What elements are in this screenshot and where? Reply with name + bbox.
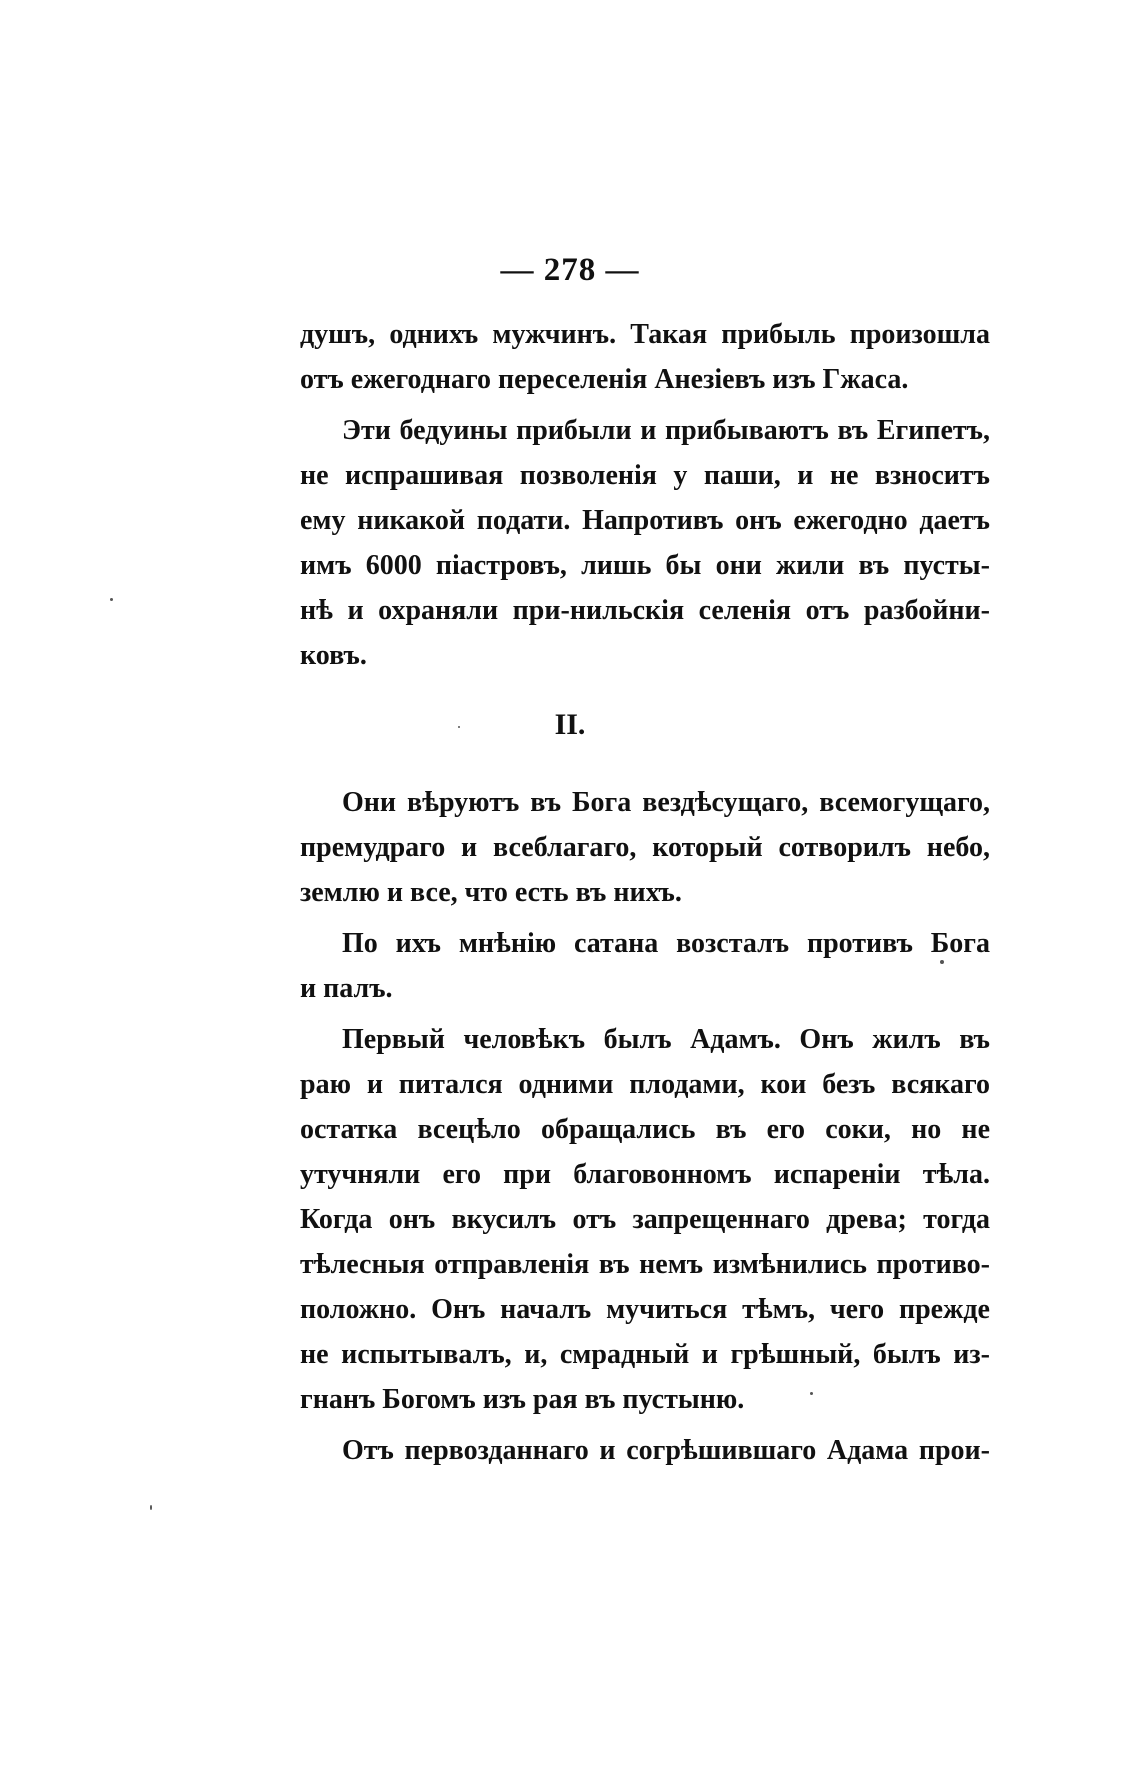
scan-speck bbox=[940, 960, 944, 964]
text-line: Когда онъ вкусилъ отъ запрещеннаго древа; тогда bbox=[300, 1204, 990, 1235]
text-line: отъ ежегоднаго переселенія Анезіевъ изъ Гжаса. bbox=[300, 364, 909, 395]
text-line: землю и все, что есть въ нихъ. bbox=[300, 877, 682, 908]
scan-speck bbox=[150, 1505, 152, 1510]
text-line: не испрашивая позволенія у паши, и не взноситъ bbox=[300, 460, 990, 491]
text-line: Эти бедуины прибыли и прибываютъ въ Египетъ, bbox=[342, 415, 990, 446]
text-line: Отъ первозданнаго и согрѣшившаго Адама прои- bbox=[342, 1435, 990, 1466]
text-line: Первый человѣкъ былъ Адамъ. Онъ жилъ въ bbox=[342, 1024, 990, 1055]
scan-speck bbox=[458, 726, 460, 728]
text-line: остатка всецѣло обращались въ его соки, но не bbox=[300, 1114, 990, 1145]
scan-speck bbox=[810, 1392, 813, 1395]
text-line: раю и питался одними плодами, кои безъ всякаго bbox=[300, 1069, 990, 1100]
scan-speck bbox=[110, 598, 113, 601]
text-line: утучняли его при благовонномъ испареніи тѣла. bbox=[300, 1159, 990, 1190]
text-block-after bbox=[300, 780, 990, 1473]
paragraph bbox=[300, 1428, 990, 1473]
paragraph bbox=[300, 312, 990, 402]
text-line: гнанъ Богомъ изъ рая въ пустыню. bbox=[300, 1384, 745, 1415]
text-line: душъ, однихъ мужчинъ. Такая прибыль произошла bbox=[300, 319, 990, 350]
section-heading: II. bbox=[554, 708, 586, 741]
text-line: и палъ. bbox=[300, 973, 393, 1004]
text-block-before bbox=[300, 312, 990, 678]
text-line: тѣлесныя отправленія въ немъ измѣнились противо- bbox=[300, 1249, 990, 1280]
text-line: По ихъ мнѣнію сатана возсталъ противъ Бога bbox=[342, 928, 990, 959]
text-line: не испытывалъ, и, смрадный и грѣшный, былъ из- bbox=[300, 1339, 990, 1370]
text-line: нѣ и охраняли при-нильскія селенія отъ разбойни- bbox=[300, 595, 990, 626]
paragraph bbox=[300, 780, 990, 915]
paragraph bbox=[300, 408, 990, 678]
text-line: Они вѣруютъ въ Бога вездѣсущаго, всемогущаго, bbox=[342, 787, 990, 818]
text-line: положно. Онъ началъ мучиться тѣмъ, чего прежде bbox=[300, 1294, 990, 1325]
text-line: премудраго и всеблагаго, который сотворилъ небо, bbox=[300, 832, 990, 863]
text-line: ковъ. bbox=[300, 640, 367, 671]
paragraph bbox=[300, 1017, 990, 1422]
text-line: ему никакой подати. Напротивъ онъ ежегодно даетъ bbox=[300, 505, 990, 536]
paragraph bbox=[300, 921, 990, 1011]
page-number: — 278 — bbox=[500, 252, 640, 288]
text-line: имъ 6000 піастровъ, лишь бы они жили въ пусты- bbox=[300, 550, 990, 581]
